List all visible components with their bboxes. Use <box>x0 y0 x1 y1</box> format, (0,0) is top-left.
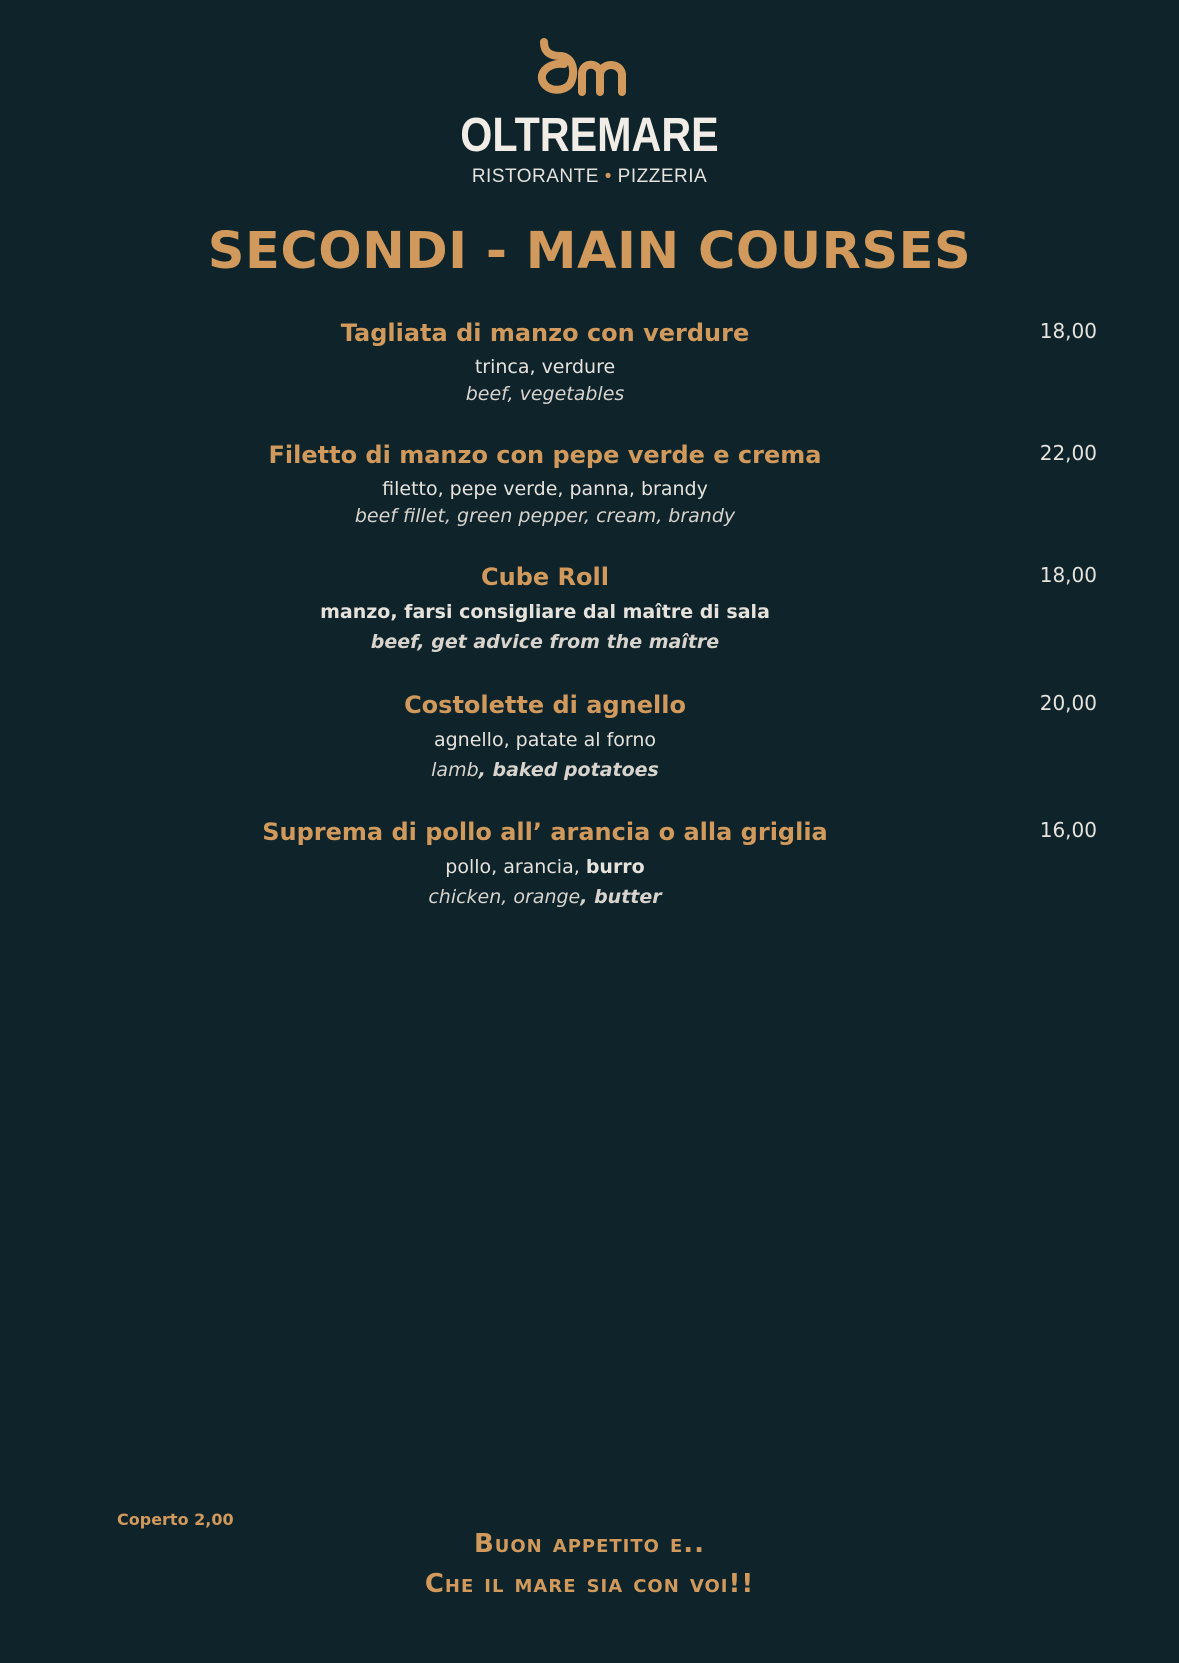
item-ingredients-en-bold: , baked potatoes <box>478 759 659 781</box>
item-ingredients-en-part: lamb <box>431 759 479 781</box>
item-ingredients-it: agnello, patate al forno <box>433 729 657 751</box>
section-title: SECONDI - MAIN COURSES <box>207 222 972 281</box>
item-ingredients-en <box>140 885 950 909</box>
brand-name: OLTREMARE <box>460 109 719 162</box>
item-price: 22,00 <box>1039 441 1097 465</box>
item-ingredients-en <box>140 758 950 782</box>
item-name: Tagliata di manzo con verdure <box>340 319 750 347</box>
logo-mark-icon <box>530 34 650 98</box>
item-name: Costolette di agnello <box>404 691 686 719</box>
item-ingredients-en-part: chicken, orange <box>428 886 581 908</box>
item-ingredients-en: beef fillet, green pepper, cream, brandy <box>354 505 736 527</box>
item-ingredients-it: trinca, verdure <box>474 356 616 378</box>
item-price: 16,00 <box>1039 818 1097 842</box>
item-ingredients-it-part: pollo, arancia, <box>445 856 586 878</box>
item-ingredients-en: beef, get advice from the maître <box>370 631 720 653</box>
closing-message <box>0 1524 1179 1604</box>
closing-line-2: Che il mare sia con voi!! <box>424 1569 755 1599</box>
item-name: Suprema di pollo all’ arancia o alla griglia <box>262 818 828 846</box>
cover-charge: Coperto 2,00 <box>117 1510 234 1529</box>
item-ingredients-it <box>140 855 950 879</box>
closing-line-1: Buon appetito e.. <box>473 1529 706 1559</box>
item-price: 20,00 <box>1039 691 1097 715</box>
item-price: 18,00 <box>1039 319 1097 343</box>
subtitle-dot: • <box>604 166 612 187</box>
item-ingredients-it: manzo, farsi consigliare dal maître di sala <box>320 601 770 623</box>
item-ingredients-it-bold: burro <box>585 856 645 878</box>
item-ingredients-it: filetto, pepe verde, panna, brandy <box>382 478 708 500</box>
subtitle-ristorante: RISTORANTE <box>471 166 599 187</box>
item-ingredients-en-bold: , butter <box>580 886 662 908</box>
restaurant-logo <box>0 34 1179 188</box>
item-name: Cube Roll <box>481 563 609 591</box>
item-name: Filetto di manzo con pepe verde e crema <box>268 441 822 469</box>
item-price: 18,00 <box>1039 563 1097 587</box>
item-ingredients-en: beef, vegetables <box>465 383 625 405</box>
brand-subtitle <box>0 166 1179 188</box>
subtitle-pizzeria: PIZZERIA <box>617 166 708 187</box>
